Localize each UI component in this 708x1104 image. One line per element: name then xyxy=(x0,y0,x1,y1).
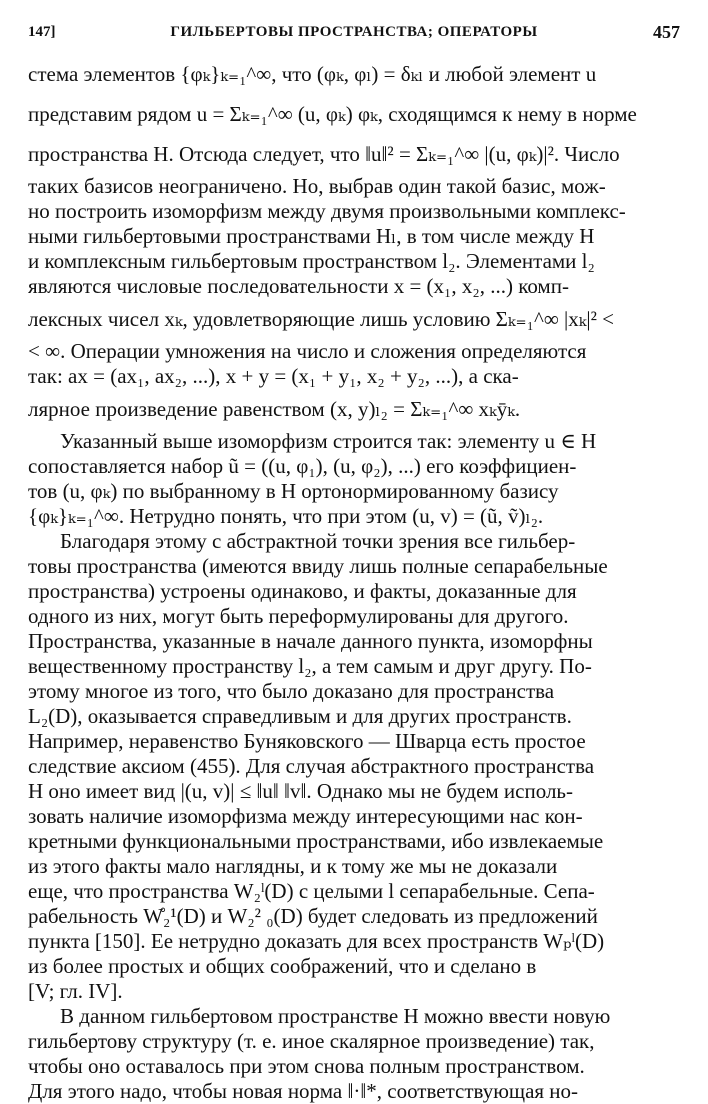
text-line: представим рядом u = Σₖ₌₁^∞ (u, φₖ) φₖ, сходящимся к нему в норме xyxy=(28,102,637,126)
text-line: пространства) устроены одинаково, и факты, доказанные для xyxy=(28,579,577,603)
text-line: Для этого надо, чтобы новая норма ‖·‖*, соответствующая но- xyxy=(28,1079,579,1103)
text-line: таких базисов неограничено. Но, выбрав один такой базис, мож- xyxy=(28,174,606,198)
section-number: 147] xyxy=(28,24,56,40)
text-line: одного из них, могут быть переформулированы для другого. xyxy=(28,604,569,628)
text-line: из более простых и общих соображений, что и сделано в xyxy=(28,954,537,978)
paragraph-2 xyxy=(28,429,680,529)
text-line: < ∞. Операции умножения на число и сложения определяются xyxy=(28,339,587,363)
text-line: Например, неравенство Буняковского — Шварца есть простое xyxy=(28,729,586,753)
text-line: из этого факты мало наглядны, и к тому же мы не доказали xyxy=(28,854,558,878)
text-line: являются числовые последовательности x = (x₁, x₂, ...) комп- xyxy=(28,274,569,298)
text-line: лексных чисел xₖ, удовлетворяющие лишь условию Σₖ₌₁^∞ |xₖ|² < xyxy=(28,307,614,331)
text-line: В данном гильбертовом пространстве H можно ввести новую xyxy=(60,1004,611,1028)
text-line: ными гильбертовыми пространствами Hₗ, в том числе между H xyxy=(28,224,595,248)
text-line: гильбертову структуру (т. е. иное скалярное произведение) так, xyxy=(28,1029,595,1053)
paragraph-3 xyxy=(28,529,680,1004)
text-line: H оно имеет вид |(u, v)| ≤ ‖u‖ ‖v‖. Однако мы не будем исполь- xyxy=(28,779,573,803)
text-line: и комплексным гильбертовым пространством l₂. Элементами l₂ xyxy=(28,249,595,273)
text-line: зовать наличие изоморфизма между интересующими нас кон- xyxy=(28,804,583,828)
text-line: еще, что пространства W₂ˡ(D) с целыми l сепарабельные. Сепа- xyxy=(28,879,595,903)
running-header xyxy=(28,14,680,54)
running-title: ГИЛЬБЕРТОВЫ ПРОСТРАНСТВА; ОПЕРАТОРЫ xyxy=(170,24,538,40)
text-line: пункта [150]. Ее нетрудно доказать для всех пространств Wₚˡ(D) xyxy=(28,929,605,953)
page-number: 457 xyxy=(653,22,680,42)
main-text xyxy=(28,54,680,1104)
text-line: чтобы оно оставалось при этом снова полным пространством. xyxy=(28,1054,585,1078)
text-line: тов (u, φₖ) по выбранному в H ортонормированному базису xyxy=(28,479,559,503)
text-line: этому многое из того, что было доказано для пространства xyxy=(28,679,555,703)
text-line: лярное произведение равенством (x, y)ₗ₂ = Σₖ₌₁^∞ xₖȳₖ. xyxy=(28,397,521,421)
text-line: но построить изоморфизм между двумя произвольными комплекс- xyxy=(28,199,626,223)
text-line: следствие аксиом (455). Для случая абстрактного пространства xyxy=(28,754,595,778)
text-line: Пространства, указанные в начале данного пункта, изоморфны xyxy=(28,629,593,653)
text-line: {φₖ}ₖ₌₁^∞. Нетрудно понять, что при этом (u, v) = (ũ, ṽ)ₗ₂. xyxy=(28,504,544,528)
text-line: пространства H. Отсюда следует, что ‖u‖² = Σₖ₌₁^∞ |(u, φₖ)|². Число xyxy=(28,142,620,166)
text-line: Благодаря этому с абстрактной точки зрения все гильбер- xyxy=(60,529,576,553)
text-line: кретными функциональными пространствами, ибо извлекаемые xyxy=(28,829,604,853)
paragraph-1 xyxy=(28,54,680,429)
text-line: товы пространства (имеются ввиду лишь полные сепарабельные xyxy=(28,554,608,578)
text-line: вещественному пространству l₂, а тем самым и друг другу. По- xyxy=(28,654,592,678)
text-line: стема элементов {φₖ}ₖ₌₁^∞, что (φₖ, φₗ) = δₖₗ и любой элемент u xyxy=(28,62,597,86)
text-line: сопоставляется набор ũ = ((u, φ₁), (u, φ₂), ...) его коэффициен- xyxy=(28,454,577,478)
text-line: так: ax = (ax₁, ax₂, ...), x + y = (x₁ + y₁, x₂ + y₂, ...), а ска- xyxy=(28,364,519,388)
text-line: [V; гл. IV]. xyxy=(28,979,123,1003)
text-line: рабельность W̊₂¹(D) и W₂² ₀(D) будет следовать из предложений xyxy=(28,904,598,928)
text-line: L₂(D), оказывается справедливым и для других пространств. xyxy=(28,704,572,728)
text-line: Указанный выше изоморфизм строится так: элементу u ∈ H xyxy=(60,429,597,453)
paragraph-4 xyxy=(28,1004,680,1104)
